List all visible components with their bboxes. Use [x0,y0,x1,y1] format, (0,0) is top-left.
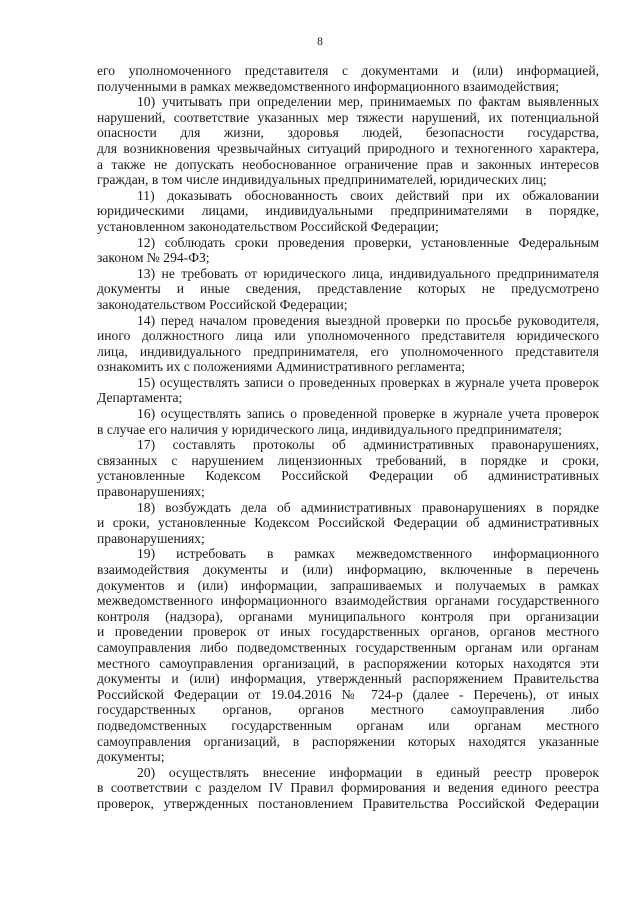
text-line: проверок, утвержденных постановлением Правительства Российской Федерации [97,795,599,811]
text-line: документы и (или) информация, утвержденный распоряжением Правительства [97,671,599,687]
text-line: взаимодействия документы и (или) информацию, включенные в перечень [97,562,599,577]
text-line: 17) составлять протоколы об административных правонарушениях, [137,437,599,453]
text-line: полученными в рамках межведомственного информационного взаимодействия; [97,78,560,94]
text-line: законом № 294-ФЗ; [97,250,210,266]
text-line: 11) доказывать обоснованность своих действий при их обжаловании [137,187,599,203]
text-line: Российской Федерации от 19.04.2016 № 724-р (далее - Перечень), от иных [97,686,599,702]
text-line: правонарушениях; [97,530,205,546]
text-line: в случае его наличия у юридического лица, индивидуального предпринимателя; [97,421,562,437]
text-line: документы; [97,749,165,765]
text-line: государственных органов, органов местного самоуправления либо [97,702,599,718]
text-line: контроля (надзора), органами муниципального контроля при организации [97,608,599,624]
text-line: а также не допускать необоснованное ограничение прав и законных интересов [97,156,599,172]
text-line: документы и иные сведения, представление которых не предусмотрено [97,281,599,297]
text-line: и сроки, установленные Кодексом Российской Федерации об административных [97,515,599,531]
text-line: 19) истребовать в рамках межведомственного информационного [137,546,599,562]
text-line: для возникновения чрезвычайных ситуаций природного и техногенного характера, [97,140,599,156]
text-line: нарушений, соответствие указанных мер тяжести нарушений, их потенциальной [97,109,599,125]
text-line: юридическими лицами, индивидуальными предпринимателями в порядке, [97,203,599,219]
text-line: в соответствии с разделом IV Правил формирования и ведения единого реестра [97,780,599,796]
text-line: правонарушениях; [97,484,205,500]
page-number: 8 [317,36,323,48]
text-line: подведомственных государственным органам или органам местного [97,717,599,733]
text-line: иного должностного лица или уполномоченного представителя юридического [97,328,599,344]
document-body-text [97,63,599,812]
text-line: граждан, в том числе индивидуальных предпринимателей, юридических лиц; [97,172,547,188]
text-line: Департамента; [97,390,183,406]
text-line: 10) учитывать при определении мер, принимаемых по фактам выявленных [137,94,599,110]
text-line: его уполномоченного представителя с документами и (или) информацией, [97,63,599,78]
text-line: ознакомить их с положениями Административного регламента; [97,359,465,375]
text-line: 13) не требовать от юридического лица, индивидуального предпринимателя [137,265,599,281]
text-line: установленные Кодексом Российской Федерации об административных [97,468,599,484]
text-line: 12) соблюдать сроки проведения проверки, установленные Федеральным [137,234,599,250]
text-line: самоуправления организаций, в распоряжении которых находятся указанные [97,733,599,749]
text-line: 15) осуществлять записи о проведенных проверках в журнале учета проверок [137,374,599,390]
text-line: законодательством Российской Федерации; [97,296,348,312]
text-line: 14) перед началом проведения выездной проверки по просьбе руководителя, [137,312,599,328]
text-line: лица, индивидуального предпринимателя, его уполномоченного представителя [97,343,599,359]
text-line: опасности для жизни, здоровья людей, безопасности государства, [97,125,599,141]
text-line: установленном законодательством Российской Федерации; [97,218,439,234]
text-line: связанных с нарушением лицензионных требований, в порядке и сроки, [97,452,599,468]
text-line: 16) осуществлять запись о проведенной проверке в журнале учета проверок [137,406,599,422]
text-line: межведомственного информационного взаимодействия органами государственного [97,593,599,609]
text-line: самоуправления либо подведомственных государственным органам или органам [97,639,599,655]
text-line: 20) осуществлять внесение информации в единый реестр проверок [137,764,599,780]
text-line: 18) возбуждать дела об административных правонарушениях в порядке [137,499,599,515]
text-line: и проведении проверок от иных государственных органов, органов местного [97,624,599,640]
text-line: местного самоуправления организаций, в распоряжении которых находятся эти [97,655,599,671]
text-line: документов и (или) информации, запрашиваемых и получаемых в рамках [97,577,599,593]
